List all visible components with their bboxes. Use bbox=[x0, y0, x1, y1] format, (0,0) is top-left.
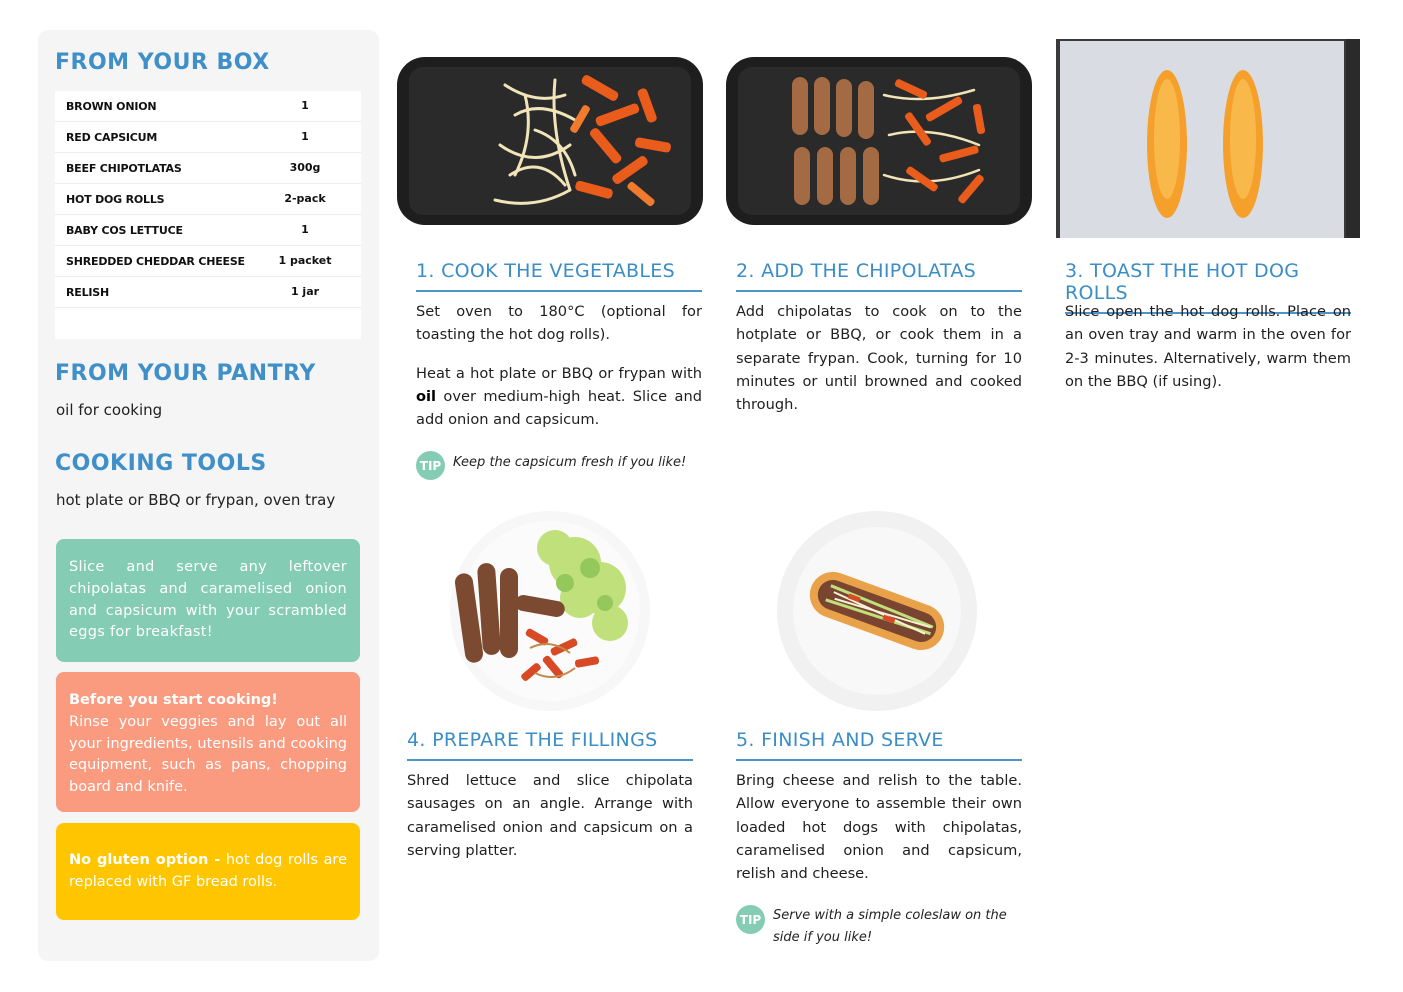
from-your-pantry-heading: FROM YOUR PANTRY bbox=[55, 361, 316, 386]
ingredient-qty: 1 bbox=[301, 99, 309, 112]
step4-para1: Shred lettuce and slice chipolata sausages on an angle. Arrange with caramelised onion and capsicum on a serving platter. bbox=[407, 772, 693, 859]
step5-title: 5. FINISH AND SERVE bbox=[736, 729, 1022, 761]
tools-text: hot plate or BBQ or frypan, oven tray bbox=[56, 491, 336, 509]
step1-photo bbox=[395, 55, 705, 227]
gluten-option-text: hot dog rolls are replaced with GF bread rolls. bbox=[69, 852, 347, 890]
table-row bbox=[55, 91, 361, 122]
table-row bbox=[55, 277, 361, 308]
leftover-tip-box bbox=[56, 539, 360, 662]
step5-photo bbox=[775, 508, 980, 714]
sidebar-panel bbox=[38, 30, 379, 961]
before-cooking-text: Rinse your veggies and lay out all your ingredients, utensils and cooking equipment, such as pans, chopping board and knife. bbox=[69, 713, 347, 796]
table-row bbox=[55, 122, 361, 153]
step1-tip bbox=[416, 451, 706, 480]
ingredient-qty: 1 jar bbox=[290, 285, 320, 298]
ingredient-qty: 300g bbox=[289, 161, 321, 174]
step5-tip bbox=[736, 905, 1026, 949]
ingredient-qty: 2-pack bbox=[284, 192, 326, 205]
ingredient-name: BROWN ONION bbox=[66, 100, 157, 113]
table-row bbox=[55, 215, 361, 246]
ingredient-name: RELISH bbox=[66, 286, 110, 299]
step3-text bbox=[1065, 300, 1351, 408]
ingredient-name: SHREDDED CHEDDAR CHEESE bbox=[66, 255, 245, 268]
leftover-tip-text: Slice and serve any leftover chipolatas and caramelised onion and capsicum with your scrambled eggs for breakfast! bbox=[69, 559, 347, 641]
gluten-option-box bbox=[56, 823, 360, 920]
step2-photo bbox=[724, 55, 1034, 227]
table-row bbox=[55, 246, 361, 277]
ingredient-qty: 1 bbox=[301, 130, 309, 143]
step1-text bbox=[416, 300, 702, 446]
step4-text bbox=[407, 769, 693, 877]
before-cooking-title: Before you start cooking! bbox=[69, 692, 278, 708]
ingredient-qty: 1 packet bbox=[278, 254, 332, 267]
tip-badge-icon: TIP bbox=[416, 451, 445, 480]
ingredients-table bbox=[55, 91, 361, 339]
gluten-option-title: No gluten option - bbox=[69, 852, 221, 868]
step3-title: 3. TOAST THE HOT DOG ROLLS bbox=[1065, 260, 1351, 314]
step5-tip-text: Serve with a simple coleslaw on the side if you like! bbox=[773, 908, 1007, 945]
pantry-text: oil for cooking bbox=[56, 401, 163, 419]
ingredient-qty: 1 bbox=[301, 223, 309, 236]
step5-para1: Bring cheese and relish to the table. Allow everyone to assemble their own loaded hot dogs with chipolatas, caramelised onion and capsicum, relish and cheese. bbox=[736, 772, 1022, 883]
ingredient-name: BEEF CHIPOTLATAS bbox=[66, 162, 182, 175]
cooking-tools-heading: COOKING TOOLS bbox=[55, 451, 267, 476]
from-your-box-heading: FROM YOUR BOX bbox=[55, 50, 270, 75]
step1-para2: Heat a hot plate or BBQ or frypan with oil over medium-high heat. Slice and add onion and capsicum. bbox=[416, 364, 702, 429]
ingredient-name: BABY COS LETTUCE bbox=[66, 224, 183, 237]
ingredient-name: RED CAPSICUM bbox=[66, 131, 158, 144]
step1-title: 1. COOK THE VEGETABLES bbox=[416, 260, 702, 292]
step1-tip-text: Keep the capsicum fresh if you like! bbox=[453, 455, 687, 470]
ingredient-name: HOT DOG ROLLS bbox=[66, 193, 165, 206]
step4-title: 4. PREPARE THE FILLINGS bbox=[407, 729, 693, 761]
table-row bbox=[55, 153, 361, 184]
step4-photo bbox=[440, 508, 660, 714]
step3-photo bbox=[1056, 39, 1360, 238]
step5-text bbox=[736, 769, 1022, 900]
before-cooking-box bbox=[56, 672, 360, 812]
tip-badge-icon: TIP bbox=[736, 905, 765, 934]
step1-para1: Set oven to 180°C (optional for toasting the hot dog rolls). bbox=[416, 303, 702, 344]
step2-para1: Add chipolatas to cook on to the hotplate or BBQ, or cook them in a separate frypan. Cook, turning for 10 minutes or until browned and cooked through. bbox=[736, 303, 1022, 414]
step3-para1: Slice open the hot dog rolls. Place on an oven tray and warm in the oven for 2-3 minutes. Alternatively, warm them on the BBQ (if using). bbox=[1065, 303, 1351, 390]
step2-text bbox=[736, 300, 1022, 431]
table-row bbox=[55, 184, 361, 215]
step2-title: 2. ADD THE CHIPOLATAS bbox=[736, 260, 1022, 292]
